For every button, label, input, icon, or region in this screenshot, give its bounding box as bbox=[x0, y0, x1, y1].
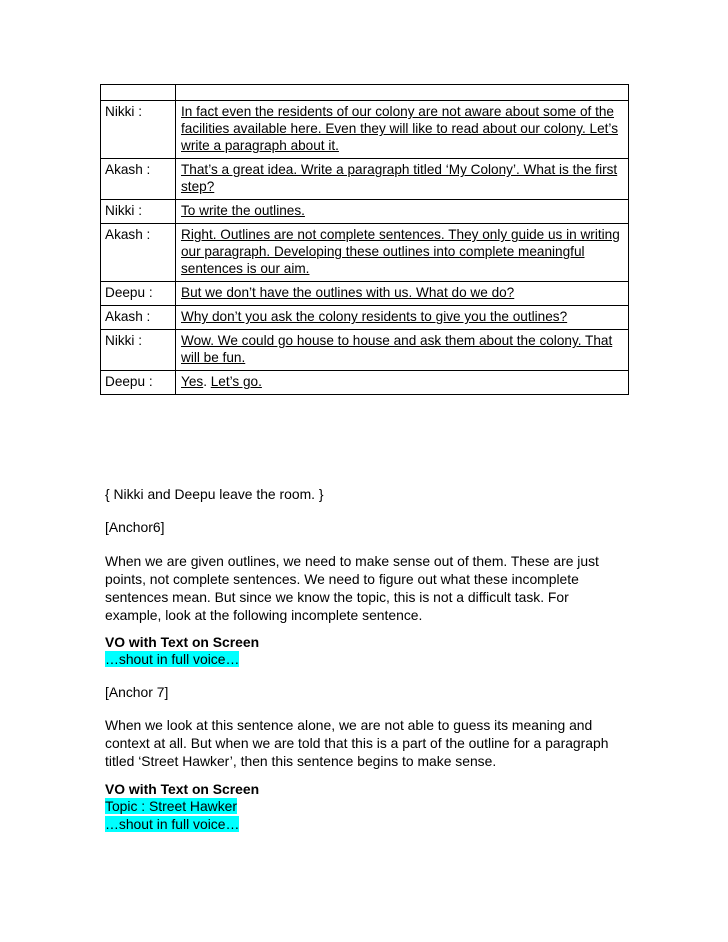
vo-heading: VO with Text on Screen bbox=[105, 781, 260, 797]
dialogue-line-separator: . bbox=[203, 374, 211, 389]
vo-heading: VO with Text on Screen bbox=[105, 634, 260, 650]
anchor-label: [Anchor6] bbox=[105, 519, 165, 535]
dialogue-line: Wow. We could go house to house and ask them about the colony. That will be fun. bbox=[181, 333, 613, 365]
header-cell-speaker bbox=[101, 85, 176, 101]
vo-text-line bbox=[105, 650, 625, 668]
dialogue-line-cell bbox=[176, 200, 629, 224]
speaker-cell: Nikki : bbox=[101, 200, 176, 224]
table-row bbox=[101, 282, 629, 306]
table-row bbox=[101, 101, 629, 159]
speaker-cell: Deepu : bbox=[101, 282, 176, 306]
dialogue-line-cell bbox=[176, 224, 629, 282]
dialogue-line-cell bbox=[176, 282, 629, 306]
vo-text-line bbox=[105, 815, 625, 833]
table-row bbox=[101, 371, 629, 395]
dialogue-line: Right. Outlines are not complete sentences. They only guide us in writing our paragraph. Developing these outlines into complete meaningful sentences is our aim. bbox=[181, 227, 620, 276]
vo-text-line bbox=[105, 797, 625, 815]
body-paragraph: When we look at this sentence alone, we are not able to guess its meaning and context at all. But when we are told that this is a part of the outline for a paragraph titled ‘Street Hawker’, then this sentence begins to make sense. bbox=[105, 717, 609, 769]
dialogue-line: To write the outlines. bbox=[181, 203, 305, 218]
dialogue-line-part: Let’s go. bbox=[210, 374, 262, 389]
highlighted-text: Topic : Street Hawker bbox=[105, 798, 238, 814]
dialogue-line: In fact even the residents of our colony are not aware about some of the facilities available here. Even they will like to read about our colony. Let’s write a paragraph about it. bbox=[181, 104, 619, 153]
highlighted-text: …shout in full voice… bbox=[105, 816, 240, 832]
anchor-label: [Anchor 7] bbox=[105, 684, 169, 700]
speaker-cell: Deepu : bbox=[101, 371, 176, 395]
dialogue-line: Why don’t you ask the colony residents to give you the outlines? bbox=[181, 309, 568, 324]
speaker-cell: Akash : bbox=[101, 224, 176, 282]
table-row bbox=[101, 224, 629, 282]
dialogue-line-part: Yes bbox=[181, 374, 204, 389]
table-row bbox=[101, 200, 629, 224]
speaker-cell: Akash : bbox=[101, 306, 176, 330]
table-row bbox=[101, 306, 629, 330]
table-header-row bbox=[101, 85, 629, 101]
dialogue-table bbox=[100, 84, 629, 395]
stage-direction: { Nikki and Deepu leave the room. } bbox=[105, 486, 324, 502]
table-row bbox=[101, 159, 629, 200]
dialogue-line: But we don’t have the outlines with us. What do we do? bbox=[181, 285, 515, 300]
dialogue-line-cell bbox=[176, 371, 629, 395]
speaker-cell: Nikki : bbox=[101, 101, 176, 159]
highlighted-text: …shout in full voice… bbox=[105, 651, 240, 667]
dialogue-line-cell bbox=[176, 306, 629, 330]
dialogue-line-cell bbox=[176, 101, 629, 159]
body-paragraph: When we are given outlines, we need to make sense out of them. These are just points, not complete sentences. We need to figure out what these incomplete sentences mean. But since we know the topic, this is not a difficult task. For example, look at the following incomplete sentence. bbox=[105, 553, 599, 623]
dialogue-line: That’s a great idea. Write a paragraph titled ‘My Colony’. What is the first step? bbox=[181, 162, 618, 194]
speaker-cell: Nikki : bbox=[101, 330, 176, 371]
speaker-cell: Akash : bbox=[101, 159, 176, 200]
table-row bbox=[101, 330, 629, 371]
dialogue-line-cell bbox=[176, 330, 629, 371]
header-cell-line bbox=[176, 85, 629, 101]
dialogue-line-cell bbox=[176, 159, 629, 200]
